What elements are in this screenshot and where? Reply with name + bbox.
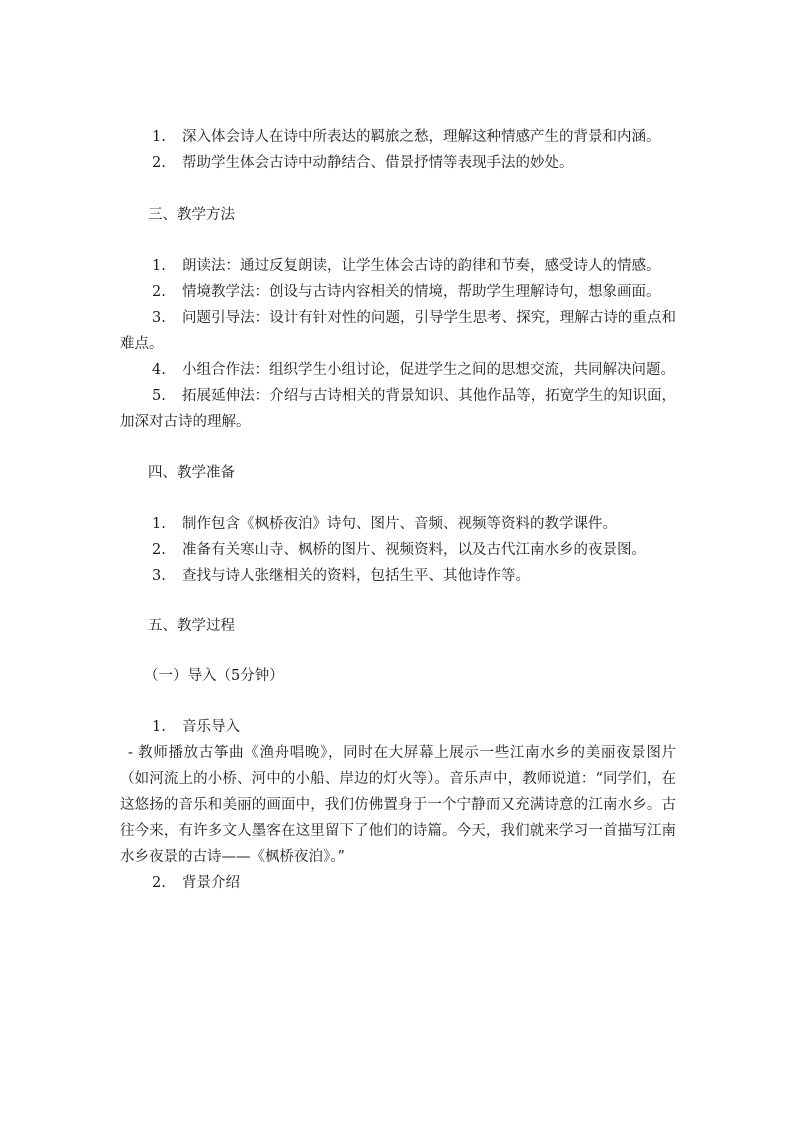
list-number: 3. [152, 310, 166, 326]
list-text: 帮助学生体会古诗中动静结合、借景抒情等表现手法的妙处。 [182, 155, 574, 171]
prep-item-3 [120, 563, 676, 589]
section-heading-preparation: 四、教学准备 [148, 465, 235, 481]
list-text: 准备有关寒山寺、枫桥的图片、视频资料，以及古代江南水乡的夜景图。 [182, 542, 646, 558]
list-text: 背景介绍 [182, 875, 240, 891]
list-number: 5. [152, 388, 166, 404]
list-text: 问题引导法：设计有针对性的问题，引导学生思考、探究，理解古诗的重点和难点。 [120, 310, 676, 352]
method-item-2 [120, 279, 676, 305]
method-item-4 [120, 357, 676, 383]
list-number: 1. [152, 129, 166, 145]
prep-item-2 [120, 537, 676, 563]
step-item-2 [120, 870, 676, 896]
list-number: 1. [152, 719, 166, 735]
list-number: 3. [152, 568, 166, 584]
step-description: - 教师播放古筝曲《渔舟唱晚》，同时在大屏幕上展示一些江南水乡的美丽夜景图片（如河流上的小桥、河中的小船、岸边的灯火等）。音乐声中，教师说道：“同学们，在这悠扬的音乐和美丽的画面中，我们仿佛置身于一个宁静而又充满诗意的江南水乡。古往今来，有许多文人墨客在这里留下了他们的诗篇。今天，我们就来学习一首描写江南水乡夜景的古诗——《枫桥夜泊》。” [120, 745, 676, 865]
method-item-1 [120, 253, 676, 279]
step-item-1 [120, 714, 676, 740]
prep-item-1 [120, 511, 676, 537]
goal-item-2 [120, 150, 676, 176]
list-number: 2. [152, 284, 166, 300]
section-heading-process: 五、教学过程 [148, 618, 235, 634]
list-text: 音乐导入 [182, 719, 240, 735]
list-text: 制作包含《枫桥夜泊》诗句、图片、音频、视频等资料的教学课件。 [182, 516, 617, 532]
list-number: 1. [152, 516, 166, 532]
list-number: 2. [152, 542, 166, 558]
list-number: 4. [152, 362, 166, 378]
subsection-heading-intro: （一）导入（5分钟） [144, 668, 284, 684]
list-number: 2. [152, 155, 166, 171]
list-text: 朗读法：通过反复朗读，让学生体会古诗的韵律和节奏，感受诗人的情感。 [182, 258, 661, 274]
method-item-5 [120, 383, 676, 435]
list-text: 拓展延伸法：介绍与古诗相关的背景知识、其他作品等，拓宽学生的知识面，加深对古诗的理解。 [120, 388, 676, 430]
list-text: 小组合作法：组织学生小组讨论，促进学生之间的思想交流，共同解决问题。 [182, 362, 675, 378]
list-text: 深入体会诗人在诗中所表达的羁旅之愁，理解这种情感产生的背景和内涵。 [182, 129, 661, 145]
section-heading-methods: 三、教学方法 [148, 207, 235, 223]
list-number: 2. [152, 875, 166, 891]
list-number: 1. [152, 258, 166, 274]
list-text: 查找与诗人张继相关的资料，包括生平、其他诗作等。 [182, 568, 530, 584]
method-item-3 [120, 305, 676, 357]
document-page [120, 124, 676, 896]
goal-item-1 [120, 124, 676, 150]
list-text: 情境教学法：创设与古诗内容相关的情境，帮助学生理解诗句，想象画面。 [182, 284, 661, 300]
